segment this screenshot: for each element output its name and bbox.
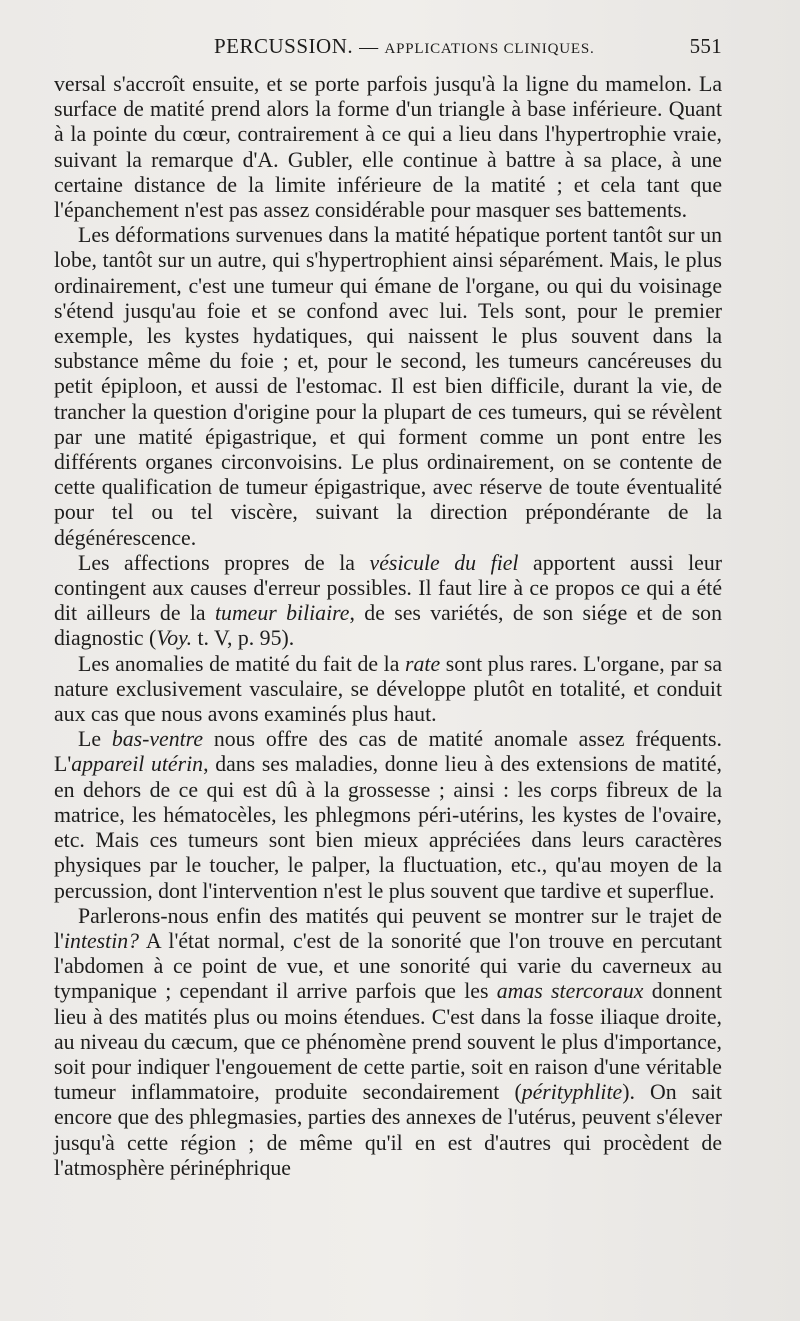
- italic-term: bas-ventre: [111, 727, 204, 752]
- body-text: [54, 72, 722, 1181]
- paragraph-5: [54, 727, 722, 903]
- paragraph-2: [54, 223, 722, 551]
- text-segment: A l'état normal, c'est de la sonorité que l'on trouve en percutant l'abdomen à ce point de vue, et une sonorité qui varie du caverneux au tympanique ; cependant il arrive parfois que les: [54, 928, 722, 1004]
- page-number: 551: [689, 34, 722, 58]
- paragraph-6: [54, 904, 722, 1181]
- text-segment: , dans ses maladies, donne lieu à des extensions de matité, en dehors de ce qui est dû à la grossesse ; ainsi : les corps fibreux de la matrice, les hématocèles, les phlegmons péri-utérins, les kystes de l'ovaire, etc. Mais ces tumeurs sont bien mieux appréciées dans leurs caractères physiques par le toucher, le palper, la fluctuation, etc., qu'au moyen de la percussion, dont l'intervention n'est le plus souvent que tardive et superflue.: [54, 752, 722, 903]
- paragraph-1: [54, 72, 722, 223]
- running-head-subtitle: APPLICATIONS CLINIQUES.: [384, 41, 595, 57]
- paragraph-3: [54, 551, 722, 652]
- italic-term: vésicule du fiel: [369, 550, 519, 575]
- italic-term: appareil utérin: [71, 752, 204, 777]
- text-segment: Parlerons-nous enfin des matités qui peuvent se montrer sur le trajet de l': [54, 903, 722, 953]
- italic-term: amas stercoraux: [496, 979, 644, 1004]
- italic-term: Voy.: [156, 626, 193, 651]
- text-segment: apportent aussi leur contingent aux causes d'erreur possibles. Il faut lire à ce propos ce qui a été dit ailleurs de la: [54, 550, 722, 626]
- italic-term: pérityphlite: [521, 1080, 623, 1105]
- italic-term: rate: [405, 651, 441, 676]
- italic-term: intestin?: [63, 928, 140, 953]
- text-segment: sont plus rares. L'organe, par sa nature exclusivement vasculaire, se développe plutôt en totalité, et conduit aux cas que nous avons examinés plus haut.: [54, 651, 722, 727]
- running-head-title: PERCUSSION.: [214, 34, 354, 58]
- italic-term: tumeur biliaire: [214, 601, 350, 626]
- text-segment: t. V, p. 95).: [192, 626, 295, 651]
- text-segment: nous offre des cas de matité anomale assez fréquents. L': [54, 727, 722, 777]
- text-segment: donnent lieu à des matités plus ou moins étendues. C'est dans la fosse iliaque droite, au niveau du cæcum, que ce phénomène prend souvent le plus d'importance, soit pour indiquer l'engouement de cette partie, soit en raison d'une véritable tumeur inflammatoire, produite secondairement (: [54, 979, 722, 1105]
- text-segment: Les anomalies de matité du fait de la: [78, 651, 406, 676]
- text-segment: Les affections propres de la: [78, 550, 370, 575]
- text-segment: ). On sait encore que des phlegmasies, parties des annexes de l'utérus, peuvent s'élever jusqu'à cette région ; de même qu'il en est d'autres qui procèdent de l'atmosphère périnéphrique: [54, 1080, 722, 1180]
- text-segment: , de ses variétés, de son siége et de son diagnostic (: [54, 601, 722, 651]
- text-segment: Le: [78, 727, 112, 752]
- page-header: [54, 30, 722, 64]
- text-segment: Les déformations survenues dans la matité hépatique portent tantôt sur un lobe, tantôt sur un autre, qui s'hypertrophient ainsi séparément. Mais, le plus ordinairement, c'est une tumeur qui émane de l'organe, ou qui du voisinage s'étend jusqu'au foie et se confond avec lui. Tels sont, pour le premier exemple, les kystes hydatiques, qui naissent le plus souvent dans la substance même du foie ; et, pour le second, les tumeurs cancéreuses du petit épiploon, et aussi de l'estomac. Il est bien difficile, durant la vie, de trancher la question d'origine pour la plupart de ces tumeurs, qui se révèlent par une matité épigastrique, et qui forment comme un pont entre les différents organes circonvoisins. Le plus ordinairement, on se contente de cette qualification de tumeur épigastrique, avec réserve de toute éventualité pour tel ou tel viscère, suivant la direction prépondérante de la dégénérescence.: [54, 223, 722, 550]
- paragraph-4: [54, 652, 722, 728]
- running-head-separator: —: [359, 37, 379, 58]
- text-segment: versal s'accroît ensuite, et se porte parfois jusqu'à la ligne du mamelon. La surface de matité prend alors la forme d'un triangle à base inférieure. Quant à la pointe du cœur, contrairement à ce qui a lieu dans l'hypertrophie vraie, suivant la remarque d'A. Gubler, elle continue à battre à sa place, à une certaine distance de la limite inférieure de la matité ; et cela tant que l'épanchement n'est pas assez considérable pour masquer ses battements.: [54, 72, 722, 223]
- running-head: [214, 34, 595, 59]
